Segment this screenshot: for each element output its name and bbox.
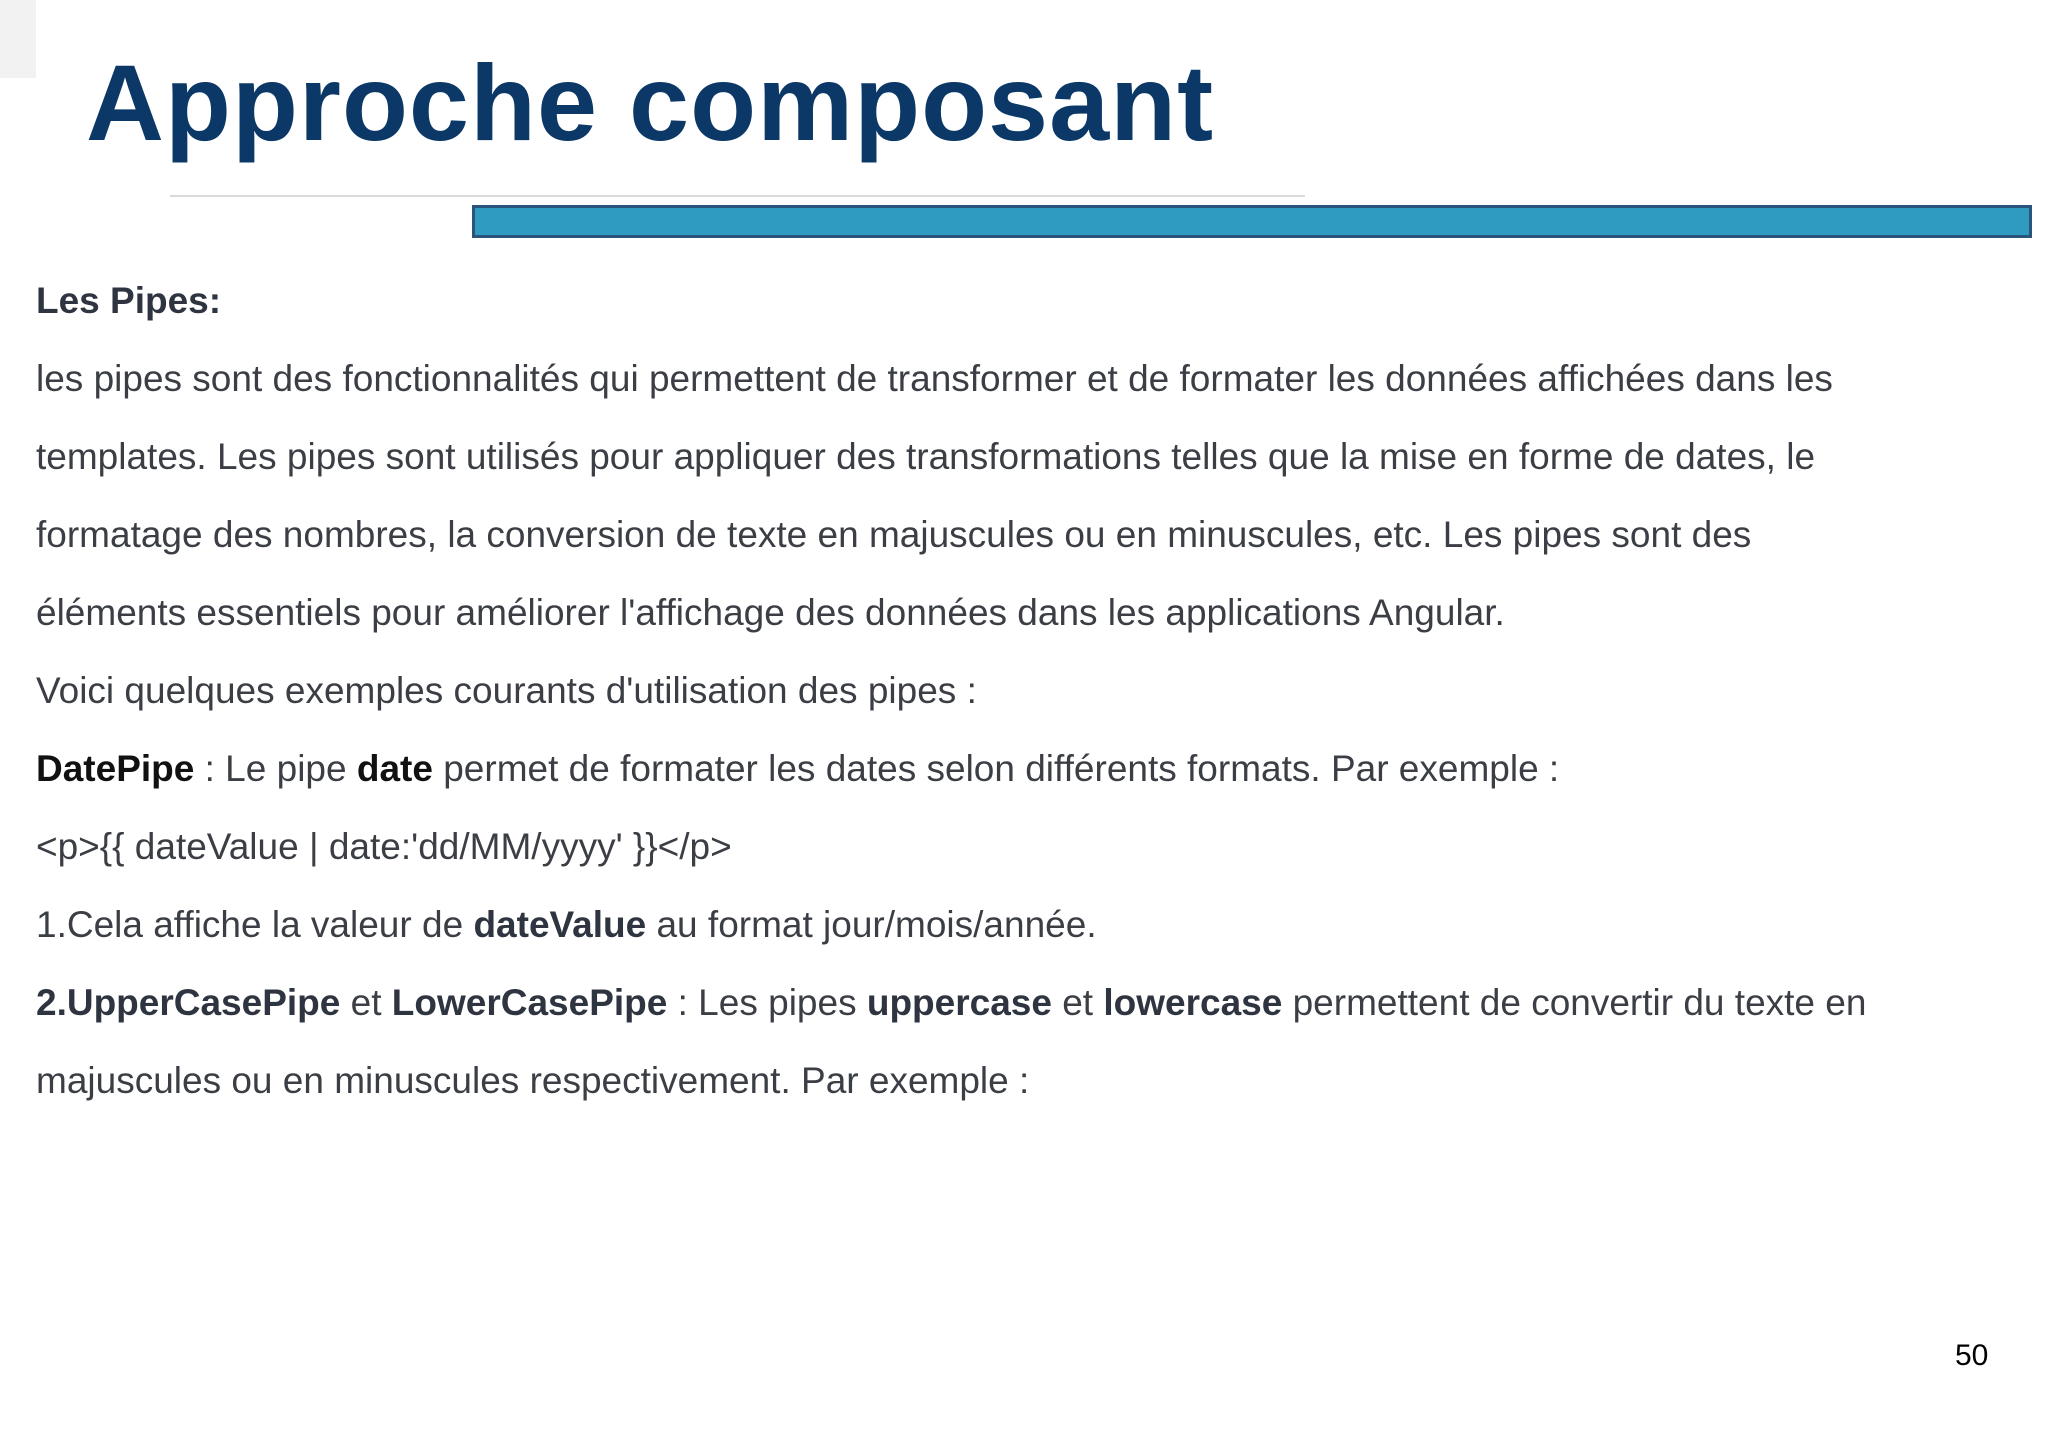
intro-line-2: templates. Les pipes sont utilisés pour appliquer des transformations telles que la mise en forme de dates, le: [36, 436, 1816, 477]
section-heading: [36, 262, 2026, 340]
section-heading-text: Les Pipes:: [36, 280, 222, 321]
examples-intro: Voici quelques exemples courants d'utilisation des pipes :: [36, 670, 977, 711]
datepipe-text-2: permet de formater les dates selon différents formats. Par exemple :: [432, 748, 1560, 789]
item2-name-1: 2.UpperCasePipe: [36, 982, 341, 1023]
intro-line-1: les pipes sont des fonctionnalités qui permettent de transformer et de formater les données affichées dans les: [36, 358, 1833, 399]
item1-keyword: dateValue: [473, 904, 647, 945]
slide-number: 50: [1955, 1339, 1989, 1372]
accent-bar: [472, 205, 2032, 238]
item1-line: [36, 886, 2026, 964]
item2-line: [36, 964, 2026, 1042]
code-example: <p>{{ dateValue | date:'dd/MM/yyyy' }}</p>: [36, 826, 732, 867]
item2-text-1: et: [340, 982, 392, 1023]
item1-prefix: 1.Cela affiche la valeur de: [36, 904, 474, 945]
item2-text-3: et: [1051, 982, 1104, 1023]
item2-text-2: : Les pipes: [667, 982, 867, 1023]
item2-keyword-2: lowercase: [1103, 982, 1283, 1023]
item2-keyword-1: uppercase: [866, 982, 1052, 1023]
item1-suffix: au format jour/mois/année.: [646, 904, 1097, 945]
datepipe-text-1: : Le pipe: [194, 748, 357, 789]
item2-line-2: majuscules ou en minuscules respectivement. Par exemple :: [36, 1060, 1030, 1101]
intro-line-3: formatage des nombres, la conversion de texte en majuscules ou en minuscules, etc. Les pipes sont des: [36, 514, 1752, 555]
item2-name-2: LowerCasePipe: [391, 982, 668, 1023]
corner-tab: [0, 0, 36, 78]
datepipe-name: DatePipe: [36, 748, 195, 789]
slide-content: [36, 262, 2026, 1120]
item2-text-4: permettent de convertir du texte en: [1282, 982, 1867, 1023]
slide-title: Approche composant: [86, 42, 1215, 163]
datepipe-keyword: date: [356, 748, 433, 789]
datepipe-line: [36, 730, 2026, 808]
title-divider: [170, 195, 1305, 197]
intro-line-4: éléments essentiels pour améliorer l'affichage des données dans les applications Angular.: [36, 592, 1505, 633]
